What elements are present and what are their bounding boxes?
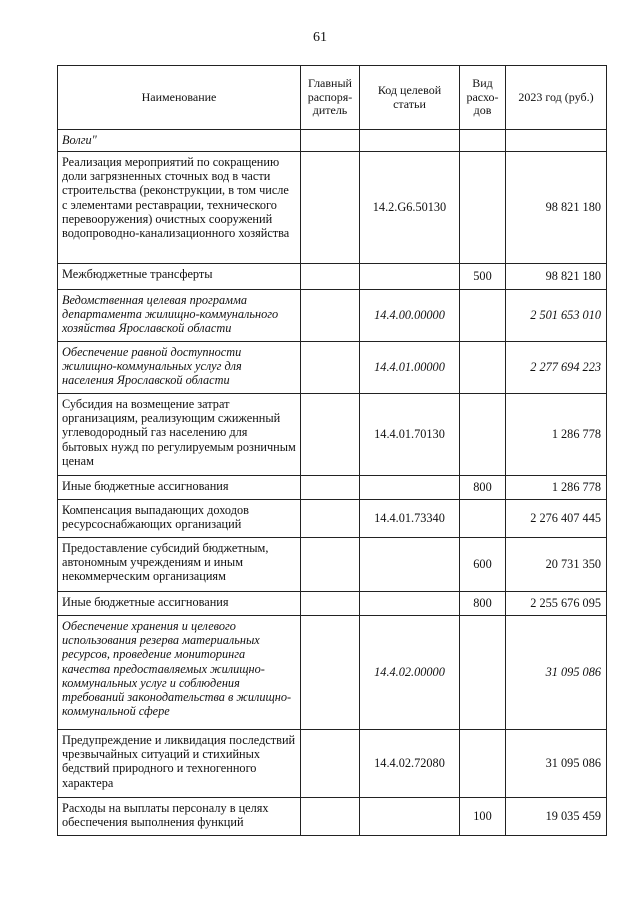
row-manager [301, 730, 360, 798]
row-amount: 20 731 350 [506, 538, 607, 592]
row-code: 14.4.02.00000 [360, 616, 460, 730]
header-amount: 2023 год (руб.) [506, 66, 607, 130]
row-name: Предоставление субсидий бюджетным, автономным учреждениям и иным некоммерческим организациям [58, 538, 301, 592]
row-manager [301, 290, 360, 342]
row-expense-type: 800 [460, 476, 506, 500]
row-expense-type: 500 [460, 264, 506, 290]
row-amount: 2 255 676 095 [506, 592, 607, 616]
page-number: 61 [313, 30, 327, 45]
table-row [58, 730, 607, 798]
header-code: Код целевой статьи [360, 66, 460, 130]
row-expense-type: 800 [460, 592, 506, 616]
budget-table [57, 65, 607, 836]
row-expense-type [460, 152, 506, 264]
row-code: 14.2.G6.50130 [360, 152, 460, 264]
row-expense-type [460, 130, 506, 152]
row-manager [301, 152, 360, 264]
table-row [58, 798, 607, 836]
row-amount [506, 130, 607, 152]
row-amount: 31 095 086 [506, 616, 607, 730]
row-expense-type [460, 290, 506, 342]
row-amount: 98 821 180 [506, 264, 607, 290]
row-name: Расходы на выплаты персоналу в целях обеспечения выполнения функций [58, 798, 301, 836]
row-amount: 19 035 459 [506, 798, 607, 836]
table-row [58, 476, 607, 500]
row-amount: 2 277 694 223 [506, 342, 607, 394]
row-expense-type: 600 [460, 538, 506, 592]
row-name: Субсидия на возмещение затрат организациям, реализующим сжиженный углеводородный газ населению для бытовых нужд по регулируемым розничным ценам [58, 394, 301, 476]
row-name: Реализация мероприятий по сокращению доли загрязненных сточных вод в части строительства (реконструкции, в том числе с элементами реставрации, технического перевооружения) очистных сооружений водопроводно-канализационного хозяйства [58, 152, 301, 264]
table-row [58, 592, 607, 616]
table-row [58, 538, 607, 592]
table-row [58, 264, 607, 290]
row-code: 14.4.01.73340 [360, 500, 460, 538]
row-manager [301, 342, 360, 394]
row-name: Компенсация выпадающих доходов ресурсоснабжающих организаций [58, 500, 301, 538]
row-name: Ведомственная целевая программа департамента жилищно-коммунального хозяйства Ярославской области [58, 290, 301, 342]
row-code [360, 264, 460, 290]
row-manager [301, 592, 360, 616]
table-row [58, 130, 607, 152]
row-expense-type: 100 [460, 798, 506, 836]
row-name: Обеспечение равной доступности жилищно-коммунальных услуг для населения Ярославской области [58, 342, 301, 394]
row-expense-type [460, 342, 506, 394]
row-amount: 2 276 407 445 [506, 500, 607, 538]
row-code [360, 798, 460, 836]
header-expense-type: Вид расхо-дов [460, 66, 506, 130]
row-amount: 31 095 086 [506, 730, 607, 798]
table-row [58, 342, 607, 394]
row-name: Межбюджетные трансферты [58, 264, 301, 290]
row-code: 14.4.01.00000 [360, 342, 460, 394]
row-manager [301, 264, 360, 290]
row-amount: 98 821 180 [506, 152, 607, 264]
row-code: 14.4.00.00000 [360, 290, 460, 342]
row-code [360, 538, 460, 592]
header-name: Наименование [58, 66, 301, 130]
table-row [58, 394, 607, 476]
row-manager [301, 538, 360, 592]
row-name: Волги" [58, 130, 301, 152]
row-code [360, 592, 460, 616]
row-amount: 1 286 778 [506, 476, 607, 500]
table-row [58, 616, 607, 730]
table-row [58, 152, 607, 264]
row-name: Обеспечение хранения и целевого использования резерва материальных ресурсов, проведение мониторинга качества предоставляемых жилищно-коммунальных услуг и соблюдения требований законодательства в жилищно-коммунальной сфере [58, 616, 301, 730]
header-manager: Главный распоря-дитель [301, 66, 360, 130]
row-manager [301, 500, 360, 538]
row-manager [301, 130, 360, 152]
row-manager [301, 798, 360, 836]
row-code: 14.4.01.70130 [360, 394, 460, 476]
row-expense-type [460, 500, 506, 538]
table-row [58, 290, 607, 342]
row-manager [301, 616, 360, 730]
row-expense-type [460, 616, 506, 730]
row-code [360, 476, 460, 500]
row-name: Иные бюджетные ассигнования [58, 592, 301, 616]
row-name: Предупреждение и ликвидация последствий чрезвычайных ситуаций и стихийных бедствий природного и техногенного характера [58, 730, 301, 798]
row-code [360, 130, 460, 152]
row-amount: 1 286 778 [506, 394, 607, 476]
table-header-row [58, 66, 607, 130]
row-expense-type [460, 394, 506, 476]
row-name: Иные бюджетные ассигнования [58, 476, 301, 500]
row-amount: 2 501 653 010 [506, 290, 607, 342]
row-code: 14.4.02.72080 [360, 730, 460, 798]
row-manager [301, 476, 360, 500]
row-expense-type [460, 730, 506, 798]
row-manager [301, 394, 360, 476]
table-row [58, 500, 607, 538]
